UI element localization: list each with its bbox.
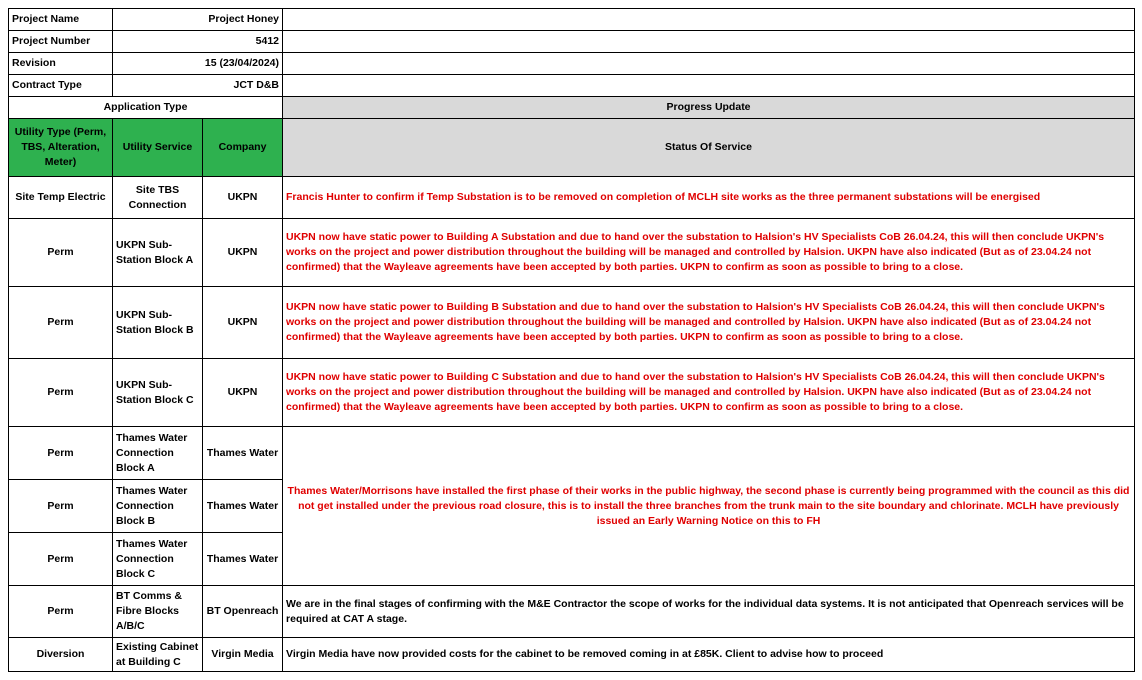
utility-type-cell: Perm	[9, 359, 113, 427]
revision-label: Revision	[9, 53, 113, 75]
progress-update-header: Progress Update	[283, 97, 1135, 119]
utility-service-cell: UKPN Sub-Station Block B	[113, 287, 203, 359]
project-name-label: Project Name	[9, 9, 113, 31]
company-cell: UKPN	[203, 359, 283, 427]
project-number-label: Project Number	[9, 31, 113, 53]
utility-type-cell: Perm	[9, 586, 113, 638]
company-cell: Virgin Media	[203, 638, 283, 672]
utility-tracker-table	[8, 8, 1135, 672]
status-cell: UKPN now have static power to Building B Substation and due to hand over the substation to Halsion's HV Specialists CoB 26.04.24, this will then conclude UKPN's works on the project and power distribution throughout the building will be managed and controlled by Halsion. UKPN have also indicated (But as of 23.04.24 not confirmed) that the Wayleave agreements have been accepted by both parties. UKPN to confirm as soon as possible to bring to a close.	[283, 287, 1135, 359]
empty-cell	[283, 31, 1135, 53]
company-cell: Thames Water	[203, 480, 283, 533]
utility-type-cell: Site Temp Electric	[9, 177, 113, 219]
utility-type-cell: Perm	[9, 533, 113, 586]
utility-type-cell: Perm	[9, 219, 113, 287]
company-header: Company	[203, 119, 283, 177]
utility-service-cell: UKPN Sub-Station Block C	[113, 359, 203, 427]
project-name-row	[9, 9, 1135, 31]
status-cell: Virgin Media have now provided costs for the cabinet to be removed coming in at £85K. Client to advise how to proceed	[283, 638, 1135, 672]
status-cell: UKPN now have static power to Building A Substation and due to hand over the substation to Halsion's HV Specialists CoB 26.04.24, this will then conclude UKPN's works on the project and power distribution throughout the building will be managed and controlled by Halsion. UKPN have also indicated (But as of 23.04.24 not confirmed) that the Wayleave agreements have been accepted by both parties. UKPN to confirm as soon as possible to bring to a close.	[283, 219, 1135, 287]
company-cell: Thames Water	[203, 427, 283, 480]
utility-type-cell: Diversion	[9, 638, 113, 672]
utility-service-cell: Site TBS Connection	[113, 177, 203, 219]
table-row	[9, 586, 1135, 638]
utility-type-cell: Perm	[9, 480, 113, 533]
revision-row	[9, 53, 1135, 75]
utility-service-cell: Thames Water Connection Block B	[113, 480, 203, 533]
utility-service-cell: UKPN Sub-Station Block A	[113, 219, 203, 287]
empty-cell	[283, 75, 1135, 97]
thames-water-status-cell: Thames Water/Morrisons have installed the first phase of their works in the public highway, the second phase is currently being programmed with the council as this did not get installed under the previous road closure, this is to install the three branches from the trunk main to the site boundary and chlorinate. MCLH have previously issued an Early Warning Notice on this to FH	[283, 427, 1135, 586]
revision-value: 15 (23/04/2024)	[113, 53, 283, 75]
table-row	[9, 177, 1135, 219]
status-cell: Francis Hunter to confirm if Temp Substation is to be removed on completion of MCLH site works as the three permanent substations will be energised	[283, 177, 1135, 219]
project-number-row	[9, 31, 1135, 53]
utility-service-cell: Thames Water Connection Block C	[113, 533, 203, 586]
table-row	[9, 359, 1135, 427]
table-row	[9, 638, 1135, 672]
status-cell: We are in the final stages of confirming with the M&E Contractor the scope of works for the individual data systems. It is not anticipated that Openreach services will be required at CAT A stage.	[283, 586, 1135, 638]
company-cell: UKPN	[203, 177, 283, 219]
utility-service-header: Utility Service	[113, 119, 203, 177]
utility-tracker-sheet	[8, 8, 1135, 672]
utility-type-cell: Perm	[9, 427, 113, 480]
utility-type-header: Utility Type (Perm, TBS, Alteration, Meter)	[9, 119, 113, 177]
contract-type-row	[9, 75, 1135, 97]
contract-type-label: Contract Type	[9, 75, 113, 97]
company-cell: BT Openreach	[203, 586, 283, 638]
column-header-row	[9, 119, 1135, 177]
application-type-header: Application Type	[9, 97, 283, 119]
section-header-row	[9, 97, 1135, 119]
empty-cell	[283, 53, 1135, 75]
company-cell: Thames Water	[203, 533, 283, 586]
project-name-value: Project Honey	[113, 9, 283, 31]
utility-service-cell: Thames Water Connection Block A	[113, 427, 203, 480]
status-cell: UKPN now have static power to Building C Substation and due to hand over the substation to Halsion's HV Specialists CoB 26.04.24, this will then conclude UKPN's works on the project and power distribution throughout the building will be managed and controlled by Halsion. UKPN have also indicated (But as of 23.04.24 not confirmed) that the Wayleave agreements have been accepted by both parties. UKPN to confirm as soon as possible to bring to a close.	[283, 359, 1135, 427]
status-of-service-header: Status Of Service	[283, 119, 1135, 177]
project-number-value: 5412	[113, 31, 283, 53]
table-row	[9, 427, 1135, 480]
contract-type-value: JCT D&B	[113, 75, 283, 97]
utility-type-cell: Perm	[9, 287, 113, 359]
utility-service-cell: Existing Cabinet at Building C	[113, 638, 203, 672]
table-row	[9, 219, 1135, 287]
utility-service-cell: BT Comms & Fibre Blocks A/B/C	[113, 586, 203, 638]
table-row	[9, 287, 1135, 359]
empty-cell	[283, 9, 1135, 31]
company-cell: UKPN	[203, 287, 283, 359]
company-cell: UKPN	[203, 219, 283, 287]
